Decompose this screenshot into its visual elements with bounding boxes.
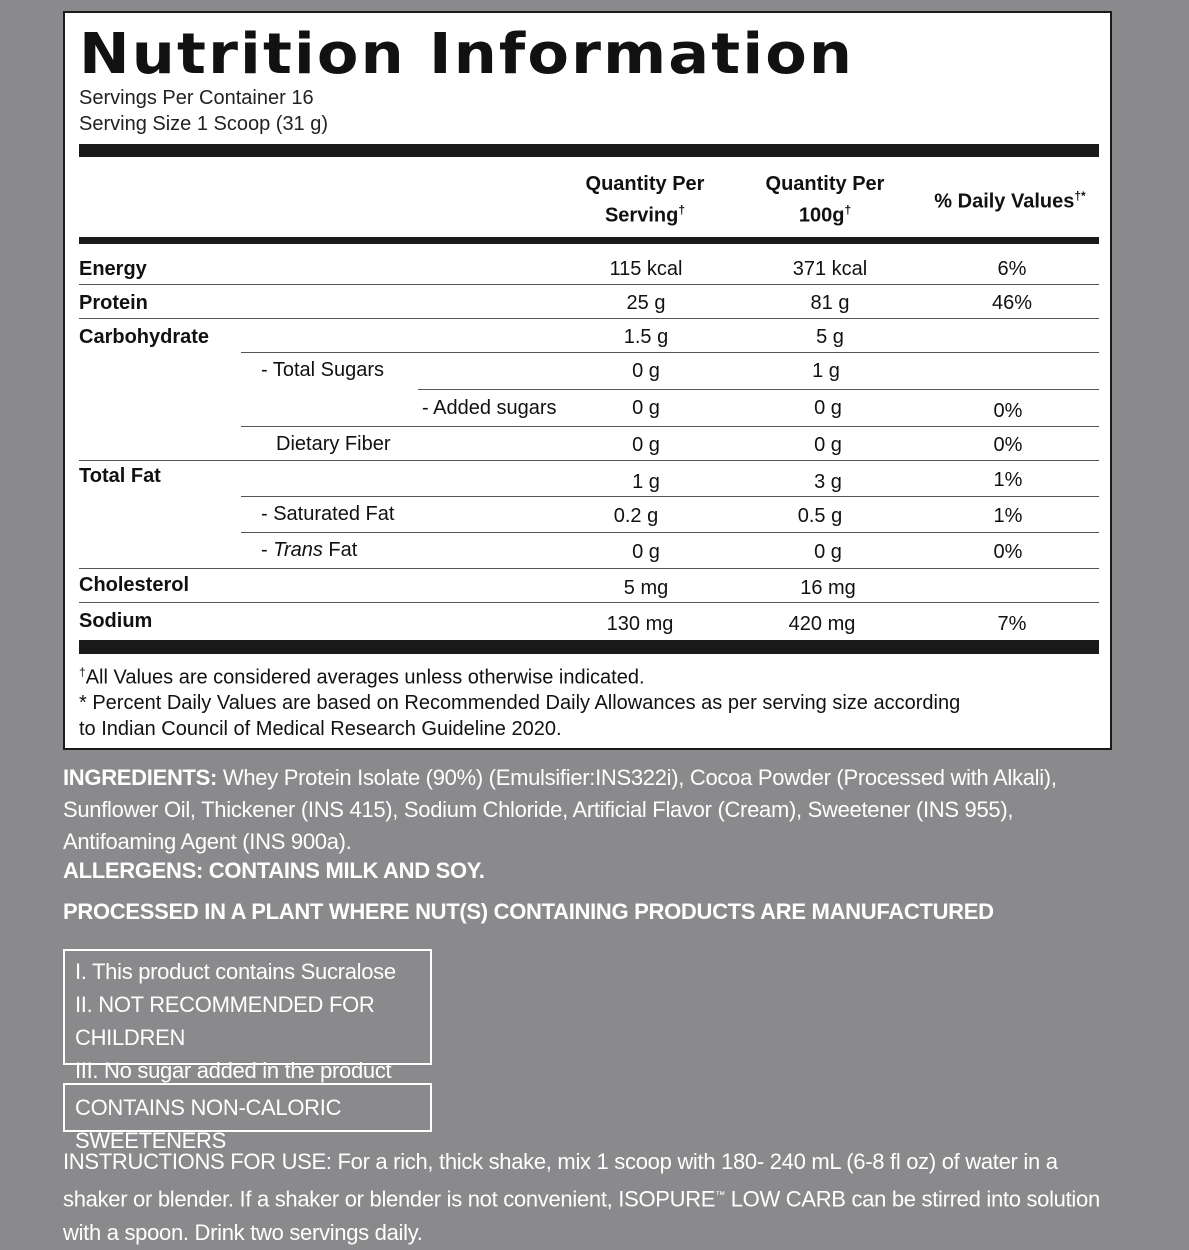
added-sugars-serving: 0 g: [632, 397, 660, 419]
footnote-percent-line2: to Indian Council of Medical Research Guideline 2020.: [79, 718, 562, 740]
ingredients-text: INGREDIENTS: Whey Protein Isolate (90%) (Emulsifier:INS322i), Cocoa Powder (Processed with Alkali), Sunflower Oil, Thickener (INS 415), Sodium Chloride, Artificial Flavor (Cream), Sweetener (INS 955), Antifoaming Agent (INS 900a).: [63, 765, 1057, 854]
row-label-energy: Energy: [79, 258, 147, 280]
sugars-serving: 0 g: [632, 360, 660, 382]
energy-per100: 371 kcal: [792, 258, 868, 280]
fiber-dv: 0%: [993, 434, 1023, 456]
row-label-protein: Protein: [79, 292, 148, 314]
row-label-carbohydrate: Carbohydrate: [79, 326, 210, 348]
cholesterol-serving: 5 mg: [623, 577, 669, 599]
instructions-text: INSTRUCTIONS FOR USE: For a rich, thick shake, mix 1 scoop with 180- 240 mL (6-8 fl oz) of water in a shaker or blender. If a shaker or blender is not convenient, ISOPURE™ LOW CARB can be stirred into solution with a spoon. Drink two servings daily.: [63, 1149, 1100, 1246]
satfat-serving: 0.2 g: [613, 505, 659, 527]
row-label-saturated-fat: - Saturated Fat: [261, 503, 395, 525]
header-daily-values: % Daily Values†*: [934, 189, 1086, 213]
row-divider: [418, 389, 1099, 390]
satfat-per100: 0.5 g: [797, 505, 843, 527]
row-label-sodium: Sodium: [79, 610, 153, 632]
ingredients-label: INGREDIENTS:: [63, 765, 218, 790]
thick-divider-bottom: [79, 640, 1099, 654]
transfat-dv: 0%: [993, 541, 1023, 563]
processed-plant-line: PROCESSED IN A PLANT WHERE NUT(S) CONTAINING PRODUCTS ARE MANUFACTURED: [63, 899, 994, 924]
row-divider: [241, 532, 1099, 533]
row-divider: [241, 496, 1099, 497]
fat-dv: 1%: [993, 469, 1023, 491]
sodium-serving: 130 mg: [606, 613, 674, 635]
notice-item: II. NOT RECOMMENDED FOR CHILDREN: [75, 992, 375, 1050]
fiber-per100: 0 g: [814, 434, 842, 456]
energy-serving: 115 kcal: [609, 258, 683, 280]
serving-size: Serving Size 1 Scoop (31 g): [79, 113, 329, 135]
transfat-per100: 0 g: [814, 541, 842, 563]
added-sugars-per100: 0 g: [814, 397, 842, 419]
thick-divider-top: [79, 144, 1099, 157]
added-sugars-dv: 0%: [993, 400, 1023, 422]
row-divider: [79, 568, 1099, 569]
row-label-added-sugars: - Added sugars: [422, 397, 557, 419]
row-label-cholesterol: Cholesterol: [79, 574, 190, 596]
thick-divider-header: [79, 237, 1099, 244]
nutrition-panel: [63, 11, 1112, 750]
footnote-percent-line1: * Percent Daily Values are based on Recommended Daily Allowances as per serving size according: [79, 692, 961, 714]
sweetener-notice-box: [63, 1083, 432, 1153]
row-label-dietary-fiber: Dietary Fiber: [276, 433, 391, 455]
row-divider: [79, 284, 1099, 285]
row-label-total-fat: Total Fat: [79, 465, 161, 487]
fat-per100: 3 g: [814, 471, 842, 493]
row-divider: [79, 602, 1099, 603]
row-divider: [241, 426, 1099, 427]
sodium-per100: 420 mg: [788, 613, 856, 635]
satfat-dv: 1%: [993, 505, 1023, 527]
allergens-line: ALLERGENS: CONTAINS MILK AND SOY.: [63, 858, 485, 883]
protein-dv: 46%: [991, 292, 1033, 314]
notice-box: [63, 949, 432, 1083]
row-label-total-sugars: - Total Sugars: [261, 359, 385, 381]
row-label-trans-fat: - Trans Fat: [261, 539, 358, 561]
sodium-dv: 7%: [997, 613, 1027, 635]
protein-per100: 81 g: [810, 292, 850, 314]
energy-dv: 6%: [997, 258, 1027, 280]
panel-title: Nutrition Information: [79, 22, 855, 87]
notice-item: III. No sugar added in the product: [75, 1058, 392, 1083]
carb-per100: 5 g: [816, 326, 844, 348]
cholesterol-per100: 16 mg: [800, 577, 856, 599]
servings-per-container: Servings Per Container 16: [79, 87, 314, 109]
footnote-averages: †All Values are considered averages unless otherwise indicated.: [79, 665, 645, 689]
carb-serving: 1.5 g: [623, 326, 669, 348]
row-divider: [79, 460, 1099, 461]
header-per-serving: Quantity Per Serving†: [585, 173, 705, 227]
notice-item: I. This product contains Sucralose: [75, 959, 396, 984]
header-per-100g: Quantity Per 100g†: [765, 173, 885, 227]
row-divider: [241, 352, 1099, 353]
fiber-serving: 0 g: [632, 434, 660, 456]
transfat-serving: 0 g: [632, 541, 660, 563]
protein-serving: 25 g: [626, 292, 666, 314]
sugars-per100: 1 g: [812, 360, 840, 382]
fat-serving: 1 g: [632, 471, 660, 493]
sweetener-notice: CONTAINS NON-CALORIC SWEETENERS: [75, 1095, 342, 1153]
row-divider: [79, 318, 1099, 319]
